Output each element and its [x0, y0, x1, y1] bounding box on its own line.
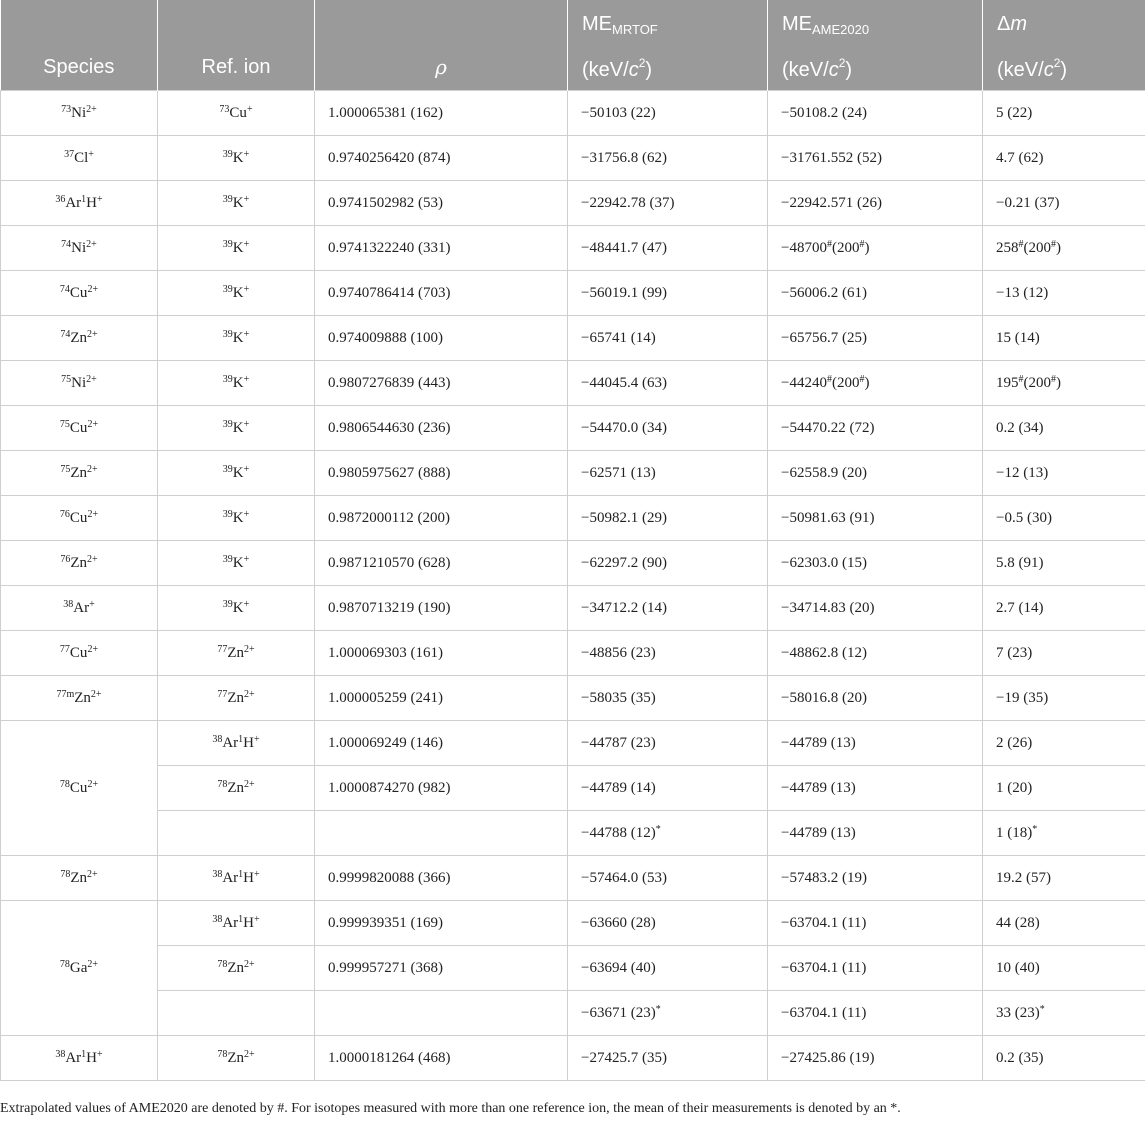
- delta-m-cell: −0.21 (37): [983, 181, 1145, 226]
- ref-ion-cell: [158, 856, 315, 901]
- ref-ion-cell: [158, 136, 315, 181]
- isotope: $^{38}$Ar+: [63, 598, 95, 616]
- me-mrtof-cell: −63660 (28): [568, 901, 768, 946]
- species-cell: [1, 91, 158, 136]
- isotope: $^{76}Cu^{2+}$: [59, 508, 99, 526]
- me-ame-cell: −48862.8 (12): [768, 631, 983, 676]
- table-row: [1, 1036, 1145, 1081]
- rho-cell: 0.9871210570 (628): [315, 541, 568, 586]
- isotope: $^{77m}Zn^{2+}$: [56, 688, 102, 706]
- isotope: $^{78}Zn^{2+}$: [217, 778, 255, 796]
- me-mrtof-cell: −56019.1 (99): [568, 271, 768, 316]
- delta-m-cell: 1 (20): [983, 766, 1145, 811]
- ref-ion-cell: [158, 181, 315, 226]
- isotope: $^{78}Zn^{2+}$: [217, 958, 255, 976]
- species-cell: [1, 1036, 158, 1081]
- me-mrtof-cell: −48856 (23): [568, 631, 768, 676]
- delta-m-cell: 195#(200#): [983, 361, 1145, 406]
- ref-ion-cell: [158, 91, 315, 136]
- rho-cell: 0.974009888 (100): [315, 316, 568, 361]
- me-mrtof-cell: −63671 (23)*: [568, 991, 768, 1036]
- delta-m-cell: 33 (23)*: [983, 991, 1145, 1036]
- me-mrtof-cell: −58035 (35): [568, 676, 768, 721]
- me-ame-cell: −63704.1 (11): [768, 946, 983, 991]
- rho-cell: 0.9806544630 (236): [315, 406, 568, 451]
- me-mrtof-cell: −57464.0 (53): [568, 856, 768, 901]
- table-row: [1, 91, 1145, 136]
- table-row: [1, 136, 1145, 181]
- rho-cell: 0.9740256420 (874): [315, 136, 568, 181]
- table-row: [1, 361, 1145, 406]
- header-species: Species: [1, 0, 158, 91]
- delta-m-cell: 15 (14): [983, 316, 1145, 361]
- isotope: $^{38}$Ar$^1$H+: [55, 1048, 103, 1066]
- me-ame-cell: −50108.2 (24): [768, 91, 983, 136]
- isotope: $^{73}Ni^{2+}$: [61, 103, 97, 121]
- me-mrtof-cell: −44045.4 (63): [568, 361, 768, 406]
- species-cell: [1, 541, 158, 586]
- me-ame-cell: −44789 (13): [768, 811, 983, 856]
- rho-cell: 0.9805975627 (888): [315, 451, 568, 496]
- me-subscript: AME2020: [812, 22, 870, 37]
- me-ame-cell: −44789 (13): [768, 766, 983, 811]
- unit-exp: 2: [838, 56, 846, 70]
- delta-m-cell: 2.7 (14): [983, 586, 1145, 631]
- isotope: $^{77}Zn^{2+}$: [217, 643, 255, 661]
- me-mrtof-cell: −54470.0 (34): [568, 406, 768, 451]
- delta-m-cell: −12 (13): [983, 451, 1145, 496]
- me-mrtof-cell: −44787 (23): [568, 721, 768, 766]
- species-cell: [1, 496, 158, 541]
- species-cell: [1, 856, 158, 901]
- unit-c: c: [628, 59, 639, 81]
- header-me-ame2020: [768, 0, 983, 91]
- isotope: $^{77}Zn^{2+}$: [217, 688, 255, 706]
- delta-symbol: Δ: [997, 13, 1011, 35]
- delta-m-cell: 0.2 (34): [983, 406, 1145, 451]
- species-cell: [1, 316, 158, 361]
- me-ame-cell: −58016.8 (20): [768, 676, 983, 721]
- isotope: $^{78}Cu^{2+}$: [59, 778, 99, 796]
- delta-m-cell: 19.2 (57): [983, 856, 1145, 901]
- isotope: $^{39}$K+: [222, 508, 250, 526]
- unit-post: ): [645, 59, 653, 81]
- unit-c: c: [828, 59, 839, 81]
- isotope: $^{78}Zn^{2+}$: [60, 868, 98, 886]
- unit-exp: 2: [638, 56, 646, 70]
- rho-cell: 0.999939351 (169): [315, 901, 568, 946]
- me-mrtof-cell: −34712.2 (14): [568, 586, 768, 631]
- delta-m-cell: −0.5 (30): [983, 496, 1145, 541]
- me-ame-cell: −44789 (13): [768, 721, 983, 766]
- unit-pre: (keV/: [782, 59, 829, 81]
- isotope: $^{75}Zn^{2+}$: [60, 463, 98, 481]
- ref-ion-cell: [158, 721, 315, 766]
- table-row: [1, 271, 1145, 316]
- species-cell: [1, 586, 158, 631]
- species-cell: [1, 901, 158, 1036]
- ref-ion-cell: [158, 901, 315, 946]
- unit-post: ): [1060, 59, 1068, 81]
- ref-ion-cell: [158, 586, 315, 631]
- table-row: [1, 226, 1145, 271]
- delta-m-cell: 1 (18)*: [983, 811, 1145, 856]
- isotope: $^{74}Cu^{2+}$: [59, 283, 99, 301]
- table-row: [1, 181, 1145, 226]
- table-row: [1, 766, 1145, 811]
- me-ame-cell: −54470.22 (72): [768, 406, 983, 451]
- table-row: [1, 406, 1145, 451]
- header-ref-ion: Ref. ion: [158, 0, 315, 91]
- ref-ion-cell: [158, 631, 315, 676]
- table-row: [1, 451, 1145, 496]
- me-label: ME: [782, 13, 812, 35]
- isotope: $^{39}$K+: [222, 598, 250, 616]
- isotope: $^{38}$Ar$^1$H+: [212, 868, 260, 886]
- rho-cell: 0.9807276839 (443): [315, 361, 568, 406]
- isotope: $^{39}$K+: [222, 238, 250, 256]
- ref-ion-cell: [158, 451, 315, 496]
- isotope: $^{39}$K+: [222, 193, 250, 211]
- ref-ion-cell: [158, 226, 315, 271]
- delta-m-cell: 5 (22): [983, 91, 1145, 136]
- isotope: $^{78}Ga^{2+}$: [59, 958, 99, 976]
- header-rho: ρ: [315, 0, 568, 91]
- me-ame-cell: −22942.571 (26): [768, 181, 983, 226]
- table-row: [1, 856, 1145, 901]
- delta-m-cell: 10 (40): [983, 946, 1145, 991]
- m-symbol: m: [1010, 13, 1028, 35]
- ref-ion-cell: [158, 406, 315, 451]
- me-ame-cell: −63704.1 (11): [768, 991, 983, 1036]
- delta-m-cell: −13 (12): [983, 271, 1145, 316]
- me-ame-cell: −31761.552 (52): [768, 136, 983, 181]
- mean-row: [1, 811, 1145, 856]
- header-row: [1, 0, 1145, 91]
- species-cell: [1, 271, 158, 316]
- ref-ion-cell: [158, 676, 315, 721]
- species-cell: [1, 226, 158, 271]
- me-ame-cell: −62303.0 (15): [768, 541, 983, 586]
- species-cell: [1, 451, 158, 496]
- header-delta-m: [983, 0, 1145, 91]
- species-cell: [1, 181, 158, 226]
- table-row: [1, 946, 1145, 991]
- table-row: [1, 316, 1145, 361]
- rho-cell: 0.9741502982 (53): [315, 181, 568, 226]
- unit-pre: (keV/: [582, 59, 629, 81]
- unit-pre: (keV/: [997, 59, 1044, 81]
- isotope: $^{77}Cu^{2+}$: [59, 643, 99, 661]
- me-mrtof-cell: −63694 (40): [568, 946, 768, 991]
- me-mrtof-cell: −50103 (22): [568, 91, 768, 136]
- rho-cell: 1.000069303 (161): [315, 631, 568, 676]
- me-ame-cell: −50981.63 (91): [768, 496, 983, 541]
- me-ame-cell: −44240#(200#): [768, 361, 983, 406]
- isotope: $^{73}$Cu+: [219, 103, 253, 121]
- isotope: $^{39}$K+: [222, 553, 250, 571]
- isotope: $^{39}$K+: [222, 148, 250, 166]
- ref-ion-cell: [158, 316, 315, 361]
- isotope: $^{39}$K+: [222, 283, 250, 301]
- ref-ion-cell: [158, 946, 315, 991]
- isotope: $^{38}$Ar$^1$H+: [212, 913, 260, 931]
- table-row: [1, 586, 1145, 631]
- species-cell: [1, 676, 158, 721]
- me-ame-cell: −62558.9 (20): [768, 451, 983, 496]
- ref-ion-cell: [158, 766, 315, 811]
- table-row: [1, 496, 1145, 541]
- ref-ion-cell: [158, 271, 315, 316]
- me-mrtof-cell: −31756.8 (62): [568, 136, 768, 181]
- isotope: $^{39}$K+: [222, 328, 250, 346]
- isotope: $^{39}$K+: [222, 418, 250, 436]
- rho-cell: 0.9870713219 (190): [315, 586, 568, 631]
- rho-cell: 1.0000181264 (468): [315, 1036, 568, 1081]
- isotope: $^{75}Ni^{2+}$: [61, 373, 97, 391]
- table-row: [1, 631, 1145, 676]
- isotope: $^{74}Ni^{2+}$: [61, 238, 97, 256]
- me-mrtof-cell: −44788 (12)*: [568, 811, 768, 856]
- ref-ion-cell: [158, 361, 315, 406]
- rho-cell: 0.9740786414 (703): [315, 271, 568, 316]
- me-mrtof-cell: −48441.7 (47): [568, 226, 768, 271]
- rho-cell: 1.000005259 (241): [315, 676, 568, 721]
- ref-ion-cell: [158, 811, 315, 856]
- me-ame-cell: −56006.2 (61): [768, 271, 983, 316]
- table-footnote: Extrapolated values of AME2020 are denoted by #. For isotopes measured with more than one reference ion, the mean of their measurements is denoted by an *.: [0, 1101, 901, 1116]
- me-mrtof-cell: −62571 (13): [568, 451, 768, 496]
- me-ame-cell: −57483.2 (19): [768, 856, 983, 901]
- delta-m-cell: 258#(200#): [983, 226, 1145, 271]
- isotope: $^{37}$Cl+: [64, 148, 94, 166]
- isotope: $^{74}Zn^{2+}$: [60, 328, 98, 346]
- ref-ion-cell: [158, 541, 315, 586]
- unit-c: c: [1043, 59, 1054, 81]
- isotope: $^{36}$Ar$^1$H+: [55, 193, 103, 211]
- table-row: [1, 676, 1145, 721]
- isotope: $^{75}Cu^{2+}$: [59, 418, 99, 436]
- me-ame-cell: −34714.83 (20): [768, 586, 983, 631]
- me-mrtof-cell: −22942.78 (37): [568, 181, 768, 226]
- delta-m-cell: 5.8 (91): [983, 541, 1145, 586]
- species-cell: [1, 136, 158, 181]
- me-subscript: MRTOF: [612, 22, 658, 37]
- me-ame-cell: −48700#(200#): [768, 226, 983, 271]
- me-ame-cell: −27425.86 (19): [768, 1036, 983, 1081]
- me-mrtof-cell: −27425.7 (35): [568, 1036, 768, 1081]
- me-mrtof-cell: −65741 (14): [568, 316, 768, 361]
- isotope: $^{39}$K+: [222, 463, 250, 481]
- isotope: $^{38}$Ar$^1$H+: [212, 733, 260, 751]
- species-cell: [1, 721, 158, 856]
- rho-cell: 1.000065381 (162): [315, 91, 568, 136]
- me-ame-cell: −63704.1 (11): [768, 901, 983, 946]
- unit-exp: 2: [1053, 56, 1061, 70]
- delta-m-cell: 44 (28): [983, 901, 1145, 946]
- table-body: [1, 91, 1145, 1081]
- me-ame-cell: −65756.7 (25): [768, 316, 983, 361]
- ref-ion-cell: [158, 991, 315, 1036]
- mean-row: [1, 991, 1145, 1036]
- ref-ion-cell: [158, 496, 315, 541]
- rho-cell: 0.9741322240 (331): [315, 226, 568, 271]
- species-cell: [1, 406, 158, 451]
- table-row: [1, 541, 1145, 586]
- rho-cell: 1.0000874270 (982): [315, 766, 568, 811]
- delta-m-cell: 4.7 (62): [983, 136, 1145, 181]
- table-row: [1, 901, 1145, 946]
- rho-cell: 1.000069249 (146): [315, 721, 568, 766]
- isotope: $^{78}Zn^{2+}$: [217, 1048, 255, 1066]
- rho-cell: 0.9999820088 (366): [315, 856, 568, 901]
- me-mrtof-cell: −62297.2 (90): [568, 541, 768, 586]
- isotope: $^{39}$K+: [222, 373, 250, 391]
- species-cell: [1, 631, 158, 676]
- rho-cell: 0.9872000112 (200): [315, 496, 568, 541]
- rho-cell: [315, 811, 568, 856]
- delta-m-cell: 0.2 (35): [983, 1036, 1145, 1081]
- header-me-mrtof: [568, 0, 768, 91]
- me-mrtof-cell: −50982.1 (29): [568, 496, 768, 541]
- rho-cell: 0.999957271 (368): [315, 946, 568, 991]
- delta-m-cell: −19 (35): [983, 676, 1145, 721]
- delta-m-cell: 7 (23): [983, 631, 1145, 676]
- me-label: ME: [582, 13, 612, 35]
- ref-ion-cell: [158, 1036, 315, 1081]
- table-row: [1, 721, 1145, 766]
- me-mrtof-cell: −44789 (14): [568, 766, 768, 811]
- species-cell: [1, 361, 158, 406]
- isotope: $^{76}Zn^{2+}$: [60, 553, 98, 571]
- unit-post: ): [845, 59, 853, 81]
- rho-cell: [315, 991, 568, 1036]
- delta-m-cell: 2 (26): [983, 721, 1145, 766]
